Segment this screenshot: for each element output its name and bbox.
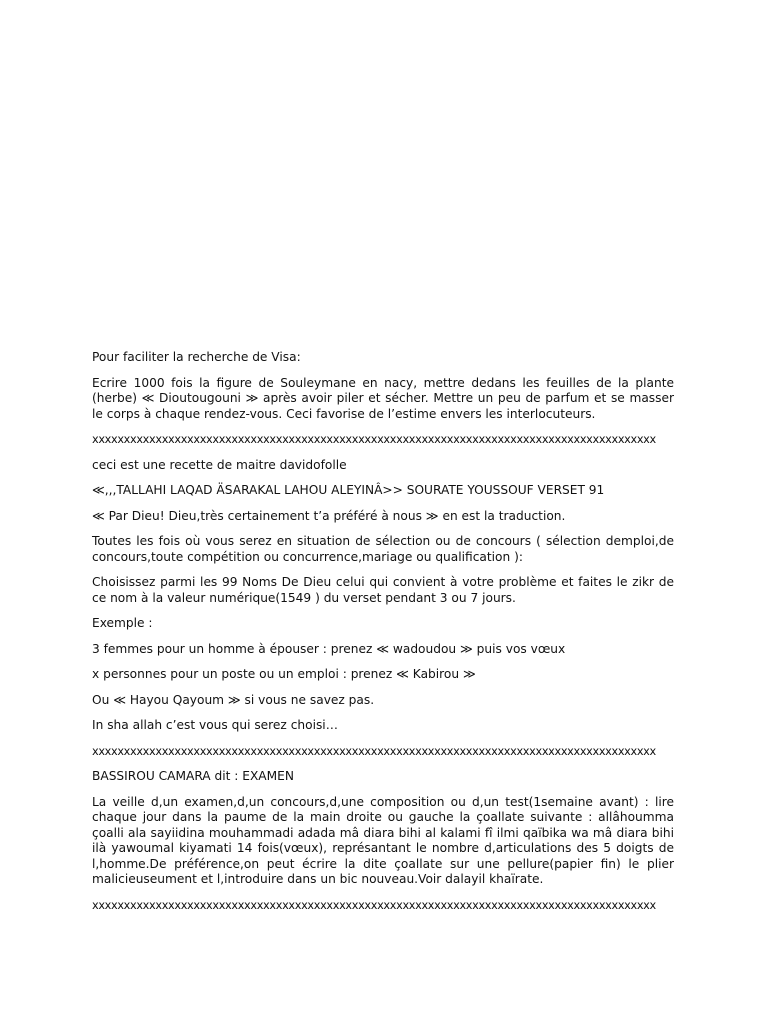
document-body: [92, 350, 674, 923]
separator-line: xxxxxxxxxxxxxxxxxxxxxxxxxxxxxxxxxxxxxxxxxxxxxxxxxxxxxxxxxxxxxxxxxxxxxxxxxxxxxxxxxxxxxxxxx: [92, 433, 656, 446]
separator-line: xxxxxxxxxxxxxxxxxxxxxxxxxxxxxxxxxxxxxxxxxxxxxxxxxxxxxxxxxxxxxxxxxxxxxxxxxxxxxxxxxxxxxxxxx: [92, 744, 656, 758]
paragraph-visa-title: Pour faciliter la recherche de Visa:: [92, 350, 301, 364]
paragraph-example-job: x personnes pour un poste ou un emploi : prenez ≪ Kabirou ≫: [92, 667, 476, 681]
paragraph-example-default: Ou ≪ Hayou Qayoum ≫ si vous ne savez pas.: [92, 692, 375, 707]
paragraph-recipe-credit: ᴄeci est une recette de maitre davidofolle: [92, 457, 347, 472]
paragraph-visa-instructions: Ecrire 1000 fois la figure de Souleymane en nacy, mettre dedans les feuilles de la plante (herbe) ≪ Dioutougouni ≫ après avoir piler et sécher. Mettre un peu de parfum et se masser le corps à chaque rendez-vous. Ceci favorise de l’estime envers les interlocuteurs.: [92, 375, 674, 421]
separator-line: xxxxxxxxxxxxxxxxxxxxxxxxxxxxxxxxxxxxxxxxxxxxxxxxxxxxxxxxxxxxxxxxxxxxxxxxxxxxxxxxxxxxxxxxx: [92, 898, 656, 912]
paragraph-translation: ≪ Par Dieu! Dieu,très certainement t’a préféré à nous ≫ en est la traduction.: [92, 508, 566, 523]
paragraph-choose-names: Choisissez parmi les 99 Noms De Dieu celui qui convient à votre problème et faites le zikr de ce nom à la valeur numérique(1549 ) du verset pendant 3 ou 7 jours.: [92, 575, 674, 605]
paragraph-verse: ≪,,,TALLAHI LAQAD ÄSARAKAL LAHOU ALEYINÂ>> SOURATE YOUSSOUF VERSET 91: [92, 483, 605, 497]
paragraph-closing: In sha allah c’est vous qui serez choisi…: [92, 718, 338, 732]
paragraph-exam-heading: BASSIROU CAMARA dit : EXAMEN: [92, 769, 294, 783]
paragraph-example-heading: Exemple :: [92, 616, 153, 630]
paragraph-selection-situations: Toutes les fois où vous serez en situation de sélection ou de concours ( sélection demploi,de concours,toute compétition ou concurrence,mariage ou qualification ):: [92, 534, 674, 564]
paragraph-example-marriage: 3 femmes pour un homme à épouser : prenez ≪ wadoudou ≫ puis vos vœux: [92, 641, 566, 656]
paragraph-exam-instructions: La veille d,un examen,d,un concours,d,une composition ou d,un test(1semaine avant) : lire chaque jour dans la paume de la main droite ou gauche la çoallate suivante : allâhoumma çoalli ala sayiidina mouhammadi adada mâ diara bihi al kalami fî ilmi qaïbika wa mâ diara bihi ilà yawoumal kiyamati 14 fois(vœux), représantant le nombre d,articulations des 5 doigts de l,homme.De préférence,on peut écrire la dite çoallate sur une pellure(papier fin) le plier malicieuseument et l,introduire dans un bic nouveau.Voir dalayil khaïrate.: [92, 794, 674, 886]
